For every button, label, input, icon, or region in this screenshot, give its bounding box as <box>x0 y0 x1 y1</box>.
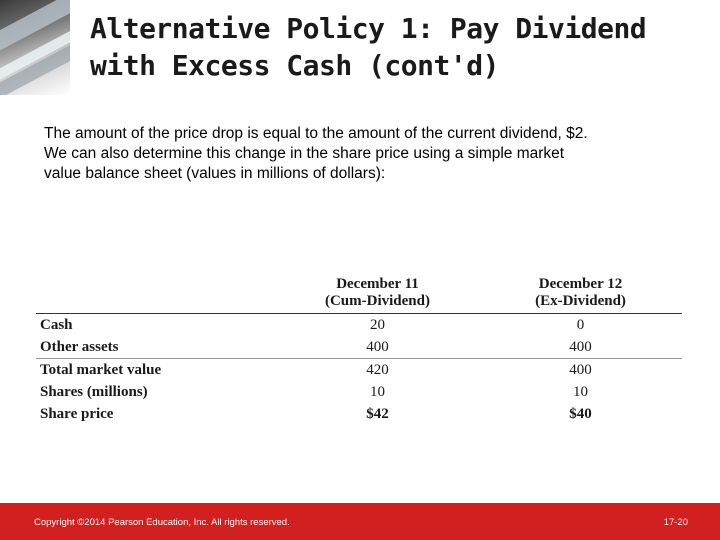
row-label-total-market-value: Total market value <box>36 359 276 382</box>
table-row <box>36 359 682 382</box>
header-blank <box>36 276 276 314</box>
total-market-value-dec11: 420 <box>276 359 479 382</box>
slide-title-line-2: with Excess Cash (cont'd) <box>90 49 499 82</box>
row-label-shares: Shares (millions) <box>40 383 148 400</box>
copyright-text: Copyright ©2014 Pearson Education, Inc. All rights reserved. <box>34 517 290 528</box>
table-row <box>36 314 682 337</box>
body-line-2: We can also determine this change in the share price using a simple market <box>44 145 565 162</box>
row-label-other-assets: Other assets <box>40 338 119 355</box>
table-header-row <box>36 276 682 314</box>
other-assets-dec12: 400 <box>569 338 592 355</box>
market-value-balance-sheet <box>36 276 682 425</box>
cash-dec12: 0 <box>576 316 585 333</box>
body-line-1: The amount of the price drop is equal to the amount of the current dividend, $2. <box>44 125 588 142</box>
shares-dec12: 10 <box>573 383 588 400</box>
other-assets-dec11: 400 <box>366 338 389 355</box>
row-label-share-price: Share price <box>40 405 114 422</box>
total-market-value-dec12: 400 <box>479 359 682 382</box>
share-price-dec12: $40 <box>569 405 592 422</box>
body-paragraph <box>44 124 694 184</box>
slide-title <box>90 10 700 84</box>
footer-bar <box>0 503 720 540</box>
corner-decoration <box>0 0 70 95</box>
table-row <box>36 336 682 359</box>
page-number: 17-20 <box>663 517 688 528</box>
table-row <box>36 381 682 403</box>
row-label-cash: Cash <box>40 316 73 333</box>
cash-dec11: 20 <box>370 316 385 333</box>
table-row <box>36 403 682 425</box>
shares-dec11: 10 <box>370 383 385 400</box>
share-price-dec11: $42 <box>366 405 389 422</box>
header-december-11: December 11 (Cum-Dividend) <box>276 276 479 314</box>
header-december-12: December 12 (Ex-Dividend) <box>479 276 682 314</box>
slide-title-line-1: Alternative Policy 1: Pay Dividend <box>90 12 647 45</box>
body-line-3: value balance sheet (values in millions of dollars): <box>44 165 386 182</box>
